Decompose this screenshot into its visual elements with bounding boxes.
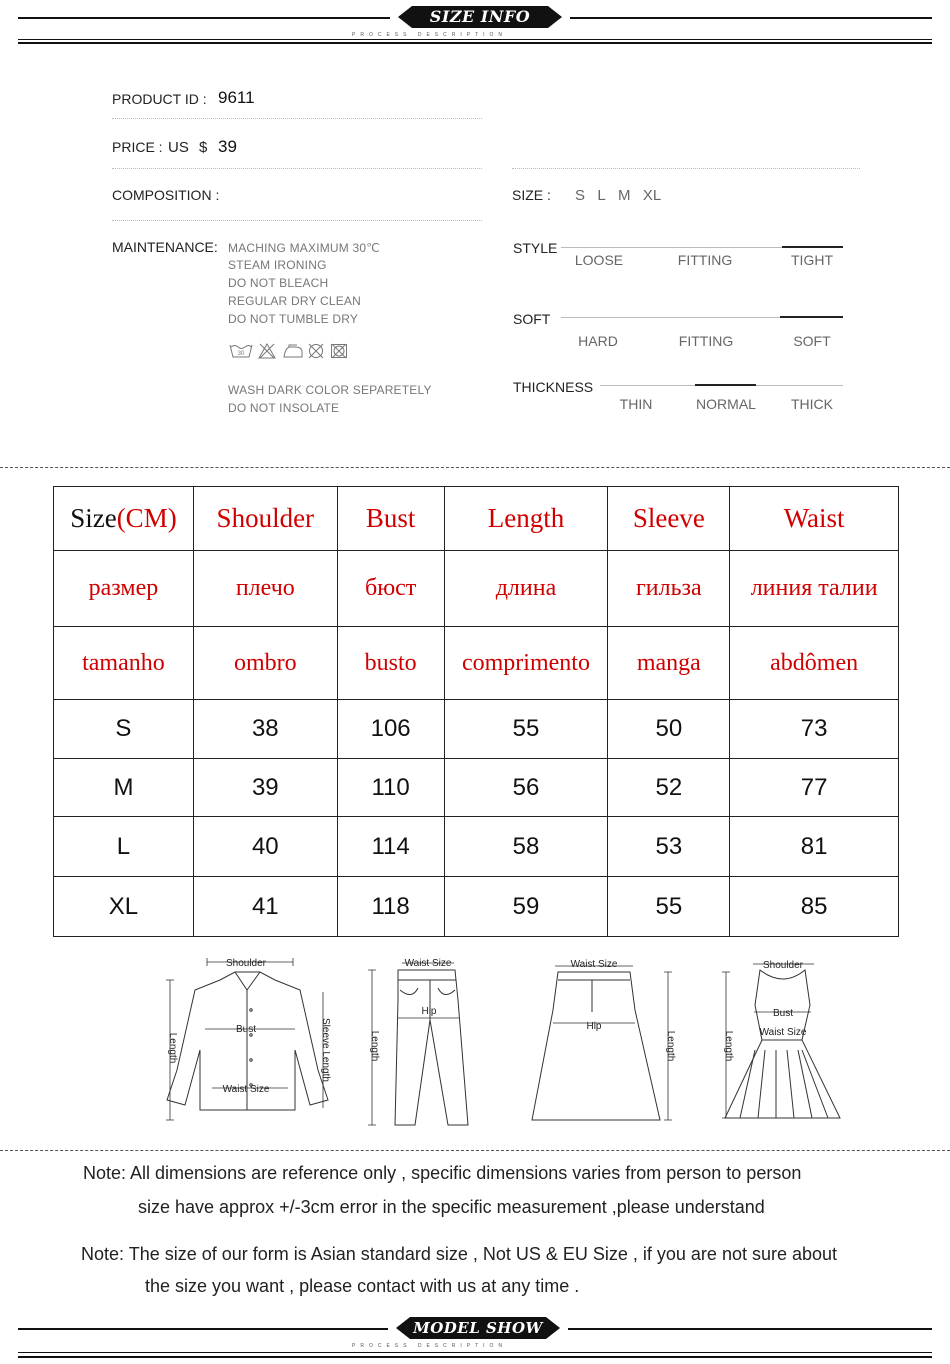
table-cell: 81 (730, 817, 899, 877)
maintenance-line: STEAM IRONING (228, 258, 327, 272)
maintenance-line: DO NOT TUMBLE DRY (228, 312, 359, 326)
banner-rule-left (18, 17, 390, 19)
table-cell: 106 (337, 700, 444, 759)
maintenance-line: MACHING MAXIMUM 30℃ (228, 241, 380, 255)
table-cell: 39 (193, 759, 337, 817)
banner-rule-bottom (18, 1356, 932, 1358)
table-cell: 52 (608, 759, 730, 817)
scale-selected-marker (780, 316, 843, 318)
table-header-cell: comprimento (444, 627, 608, 700)
no-dry-clean-icon (307, 343, 325, 359)
shirt-length-label: Length (167, 1032, 178, 1064)
extra-care-line: DO NOT INSOLATE (228, 401, 340, 415)
table-cell: 58 (444, 817, 608, 877)
table-cell: 50 (608, 700, 730, 759)
divider (112, 118, 482, 119)
table-cell: 110 (337, 759, 444, 817)
size-label: SIZE : (512, 187, 551, 203)
scale-title: THICKNESS (513, 379, 594, 395)
price-label: PRICE : (112, 139, 163, 155)
table-header-cell: Bust (337, 487, 444, 551)
table-cell: 77 (730, 759, 899, 817)
scale-title: SOFT (513, 311, 551, 327)
size-option: S (575, 187, 586, 204)
scale-option: TIGHT (791, 252, 833, 268)
banner-rule-bottom (18, 42, 932, 44)
table-cell: S (54, 700, 194, 759)
divider (112, 220, 482, 221)
shirt-waist-label: Waist Size (222, 1084, 270, 1095)
banner-rule-right (568, 1328, 932, 1330)
table-header-cell: tamanho (54, 627, 194, 700)
skirt-hip-label: Hip (586, 1021, 602, 1032)
header-unit: (CM) (116, 503, 177, 533)
shirt-diagram (166, 958, 328, 1120)
size-option: L (597, 187, 606, 204)
table-cell: 55 (608, 877, 730, 937)
table-header-cell: Shoulder (193, 487, 337, 551)
price-value: 39 (218, 137, 237, 156)
scale-selected-marker (695, 384, 756, 386)
scale-option: FITTING (678, 333, 734, 349)
table-row (54, 817, 899, 877)
table-row (54, 759, 899, 817)
scale-option: SOFT (793, 333, 831, 349)
scale-selected-marker (782, 246, 843, 248)
table-cell: 114 (337, 817, 444, 877)
table-cell: 53 (608, 817, 730, 877)
no-tumble-dry-icon (330, 343, 348, 359)
skirt-waist-label: Waist Size (570, 959, 618, 970)
table-header-row-pt (54, 627, 899, 700)
dress-shoulder-label: Shoulder (762, 960, 804, 971)
table-header-cell: размер (54, 551, 194, 627)
table-header-cell: Length (444, 487, 608, 551)
measurement-diagrams (150, 950, 850, 1135)
banner-rule-bottom-thin (18, 1352, 932, 1353)
iron-icon (282, 343, 304, 359)
table-header-cell: Waist (730, 487, 899, 551)
wash-temp-label: 30 (237, 351, 245, 357)
dress-bust-label: Bust (772, 1008, 794, 1019)
table-header-cell: бюст (337, 551, 444, 627)
table-header-row-ru (54, 551, 899, 627)
product-id-label: PRODUCT ID : (112, 91, 207, 107)
divider (512, 168, 860, 169)
dress-length-label: Length (723, 1030, 734, 1062)
table-cell: 38 (193, 700, 337, 759)
size-table (53, 486, 899, 937)
dress-diagram (722, 964, 840, 1118)
note-line: the size you want , please contact with us at any time . (145, 1276, 580, 1296)
scale-option: NORMAL (696, 396, 756, 412)
price-symbol: $ (199, 139, 208, 156)
table-cell: 118 (337, 877, 444, 937)
section-divider (0, 467, 950, 468)
size-options (575, 187, 661, 204)
maintenance-label: MAINTENANCE: (112, 239, 218, 255)
table-header-cell (54, 487, 194, 551)
table-header-cell: ombro (193, 627, 337, 700)
skirt-length-label: Length (665, 1030, 676, 1062)
product-id-value: 9611 (218, 88, 255, 107)
divider (112, 168, 482, 169)
scale-option: LOOSE (574, 252, 624, 268)
table-cell: 41 (193, 877, 337, 937)
banner-rule-left (18, 1328, 388, 1330)
table-cell: 85 (730, 877, 899, 937)
table-header-cell: плечо (193, 551, 337, 627)
table-cell: 40 (193, 817, 337, 877)
no-bleach-icon (258, 343, 276, 359)
table-header-cell: линия талии (730, 551, 899, 627)
wash-30-icon (229, 343, 253, 359)
table-cell: M (54, 759, 194, 817)
size-option: XL (642, 187, 662, 204)
table-header-cell: busto (337, 627, 444, 700)
table-cell: 56 (444, 759, 608, 817)
dress-waist-label: Waist Size (759, 1027, 807, 1038)
pants-waist-label: Waist Size (404, 958, 452, 969)
banner-rule-bottom-thin (18, 39, 932, 40)
note-line: size have approx +/-3cm error in the specific measurement ,please understand (138, 1197, 765, 1217)
pants-diagram (368, 963, 468, 1125)
table-header-cell: гильза (608, 551, 730, 627)
skirt-diagram (532, 966, 672, 1120)
table-header-cell: manga (608, 627, 730, 700)
table-cell: XL (54, 877, 194, 937)
table-header-cell: длина (444, 551, 608, 627)
table-cell: 55 (444, 700, 608, 759)
composition-label: COMPOSITION : (112, 187, 220, 203)
banner-title: SIZE INFO (412, 6, 548, 28)
table-cell: 59 (444, 877, 608, 937)
scale-option: THICK (791, 396, 833, 412)
scale-option: FITTING (677, 252, 733, 268)
table-header-row (54, 487, 899, 551)
table-cell: 73 (730, 700, 899, 759)
shirt-sleeve-label: Sleeve Length (320, 1018, 331, 1082)
size-option: M (618, 187, 631, 204)
maintenance-line: DO NOT BLEACH (228, 276, 329, 290)
pants-length-label: Length (369, 1030, 380, 1062)
table-cell: L (54, 817, 194, 877)
banner-subtitle: PROCESS DESCRIPTION (352, 32, 508, 38)
scale-option: HARD (578, 333, 618, 349)
note-line: Note: The size of our form is Asian standard size , Not US & EU Size , if you are not sure about (81, 1244, 838, 1264)
banner-title: MODEL SHOW (410, 1317, 546, 1339)
note-line: Note: All dimensions are reference only , specific dimensions varies from person to person (83, 1163, 802, 1183)
shirt-bust-label: Bust (235, 1024, 257, 1035)
banner-rule-right (570, 17, 932, 19)
header-size: Size (70, 503, 117, 533)
pants-hip-label: Hip (421, 1006, 437, 1017)
price-currency: US (168, 139, 189, 156)
banner-subtitle: PROCESS DESCRIPTION (352, 1343, 508, 1349)
extra-care-line: WASH DARK COLOR SEPARETELY (228, 383, 432, 397)
table-header-cell: abdômen (730, 627, 899, 700)
section-divider (0, 1150, 950, 1151)
scale-option: THIN (619, 396, 653, 412)
scale-title: STYLE (513, 240, 558, 256)
table-header-cell: Sleeve (608, 487, 730, 551)
maintenance-line: REGULAR DRY CLEAN (228, 294, 361, 308)
table-row (54, 877, 899, 937)
table-row (54, 700, 899, 759)
shirt-shoulder-label: Shoulder (225, 958, 267, 969)
